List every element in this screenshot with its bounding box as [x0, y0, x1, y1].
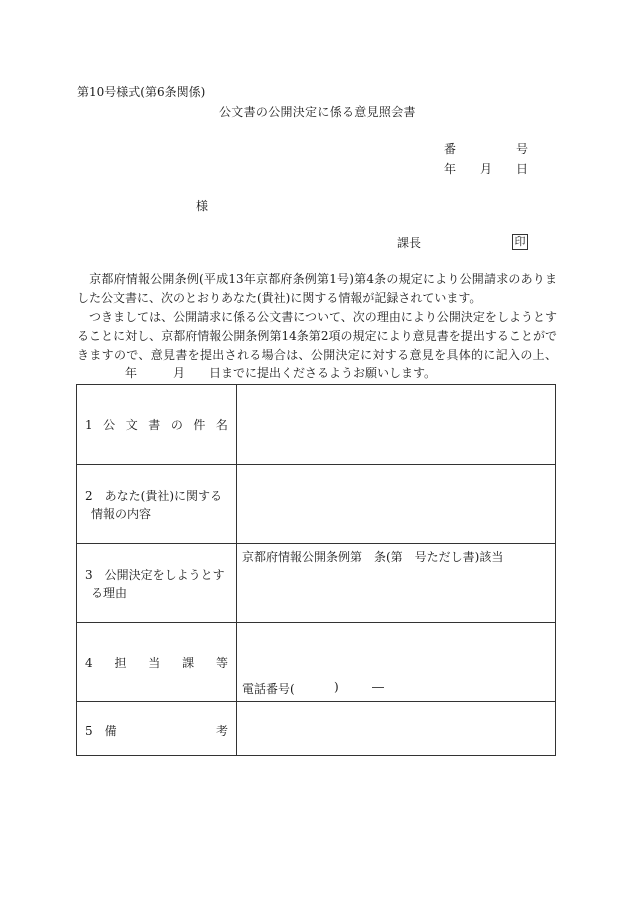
row-4-char: 等 — [215, 656, 228, 670]
body-paragraph-2: つきましては、公開請求に係る公文書について、次の理由により公開決定をしようとすることに対し、京都府情報公開条例第14条第2項の規定により意見書を提出することができますので、意見書を提出される場合は、公開決定に対する意見を具体的に記入の上、 — [77, 310, 557, 362]
row-2-value[interactable] — [237, 465, 555, 543]
date-month: 月 — [480, 162, 493, 176]
form-number: 第10号様式(第6条関係) — [77, 85, 206, 99]
row-1-value[interactable] — [237, 385, 555, 464]
addressee-suffix: 様 — [196, 199, 209, 213]
deadline-tail: 日までに提出くださるようお願いします。 — [209, 366, 437, 380]
row-2-label — [85, 487, 228, 523]
row-label — [77, 544, 237, 622]
row-label — [77, 465, 237, 543]
row-1-char: 公 — [103, 418, 116, 432]
row-label — [77, 702, 237, 756]
row-4-char: 当 — [148, 656, 161, 670]
row-5-char: 備 — [104, 724, 117, 738]
row-label — [77, 385, 237, 464]
row-1-char: 文 — [125, 418, 138, 432]
table-row — [77, 464, 555, 543]
row-4-number: 4 — [85, 656, 93, 670]
row-1-char: 書 — [148, 418, 161, 432]
deadline-month: 月 — [173, 366, 186, 380]
phone-dash: ― — [372, 680, 384, 694]
row-5-label — [85, 722, 228, 740]
row-5-char: 考 — [215, 724, 228, 738]
row-1-char: 名 — [215, 418, 228, 432]
body-paragraph-1: 京都府情報公開条例(平成13年京都府条例第1号)第4条の規定により公開請求のありました公文書に、次のとおりあなた(貴社)に関する情報が記録されています。 — [77, 272, 557, 305]
date-year: 年 — [444, 162, 457, 176]
table-row — [77, 622, 555, 701]
body-text — [77, 270, 557, 365]
row-1-number: 1 — [85, 418, 93, 432]
row-4-label — [85, 654, 228, 672]
row-3-label-line-1: 3 公開決定をしようとす — [85, 568, 225, 582]
row-5-value[interactable] — [237, 702, 555, 756]
row-2-label-line-1: 2 あなた(貴社)に関する — [85, 489, 222, 503]
deadline-line — [77, 367, 557, 381]
form-table — [76, 384, 556, 756]
row-3-label — [85, 566, 228, 602]
row-4-char: 課 — [182, 656, 195, 670]
deadline-year: 年 — [125, 366, 138, 380]
phone-number-line — [242, 680, 542, 694]
date-day: 日 — [516, 162, 529, 176]
reference-number-label: 番 — [444, 142, 457, 156]
row-label — [77, 623, 237, 701]
table-row — [77, 543, 555, 622]
document-title: 公文書の公開決定に係る意見照会書 — [219, 105, 416, 119]
table-row — [77, 701, 555, 756]
reference-number-suffix: 号 — [516, 142, 529, 156]
issuer-title: 課長 — [397, 236, 422, 250]
row-2-label-line-2: 情報の内容 — [91, 507, 152, 521]
seal-mark: 印 — [512, 234, 528, 250]
row-3-content: 京都府情報公開条例第 条(第 号ただし書)該当 — [242, 550, 504, 564]
phone-paren: ) — [334, 680, 339, 694]
row-1-label — [85, 416, 228, 434]
phone-label: 電話番号( — [242, 682, 295, 696]
row-1-char: 件 — [193, 418, 206, 432]
row-1-char: の — [170, 418, 183, 432]
row-3-label-line-2: る理由 — [91, 586, 128, 600]
row-5-number: 5 — [85, 724, 93, 738]
table-row — [77, 385, 555, 464]
row-4-char: 担 — [114, 656, 127, 670]
